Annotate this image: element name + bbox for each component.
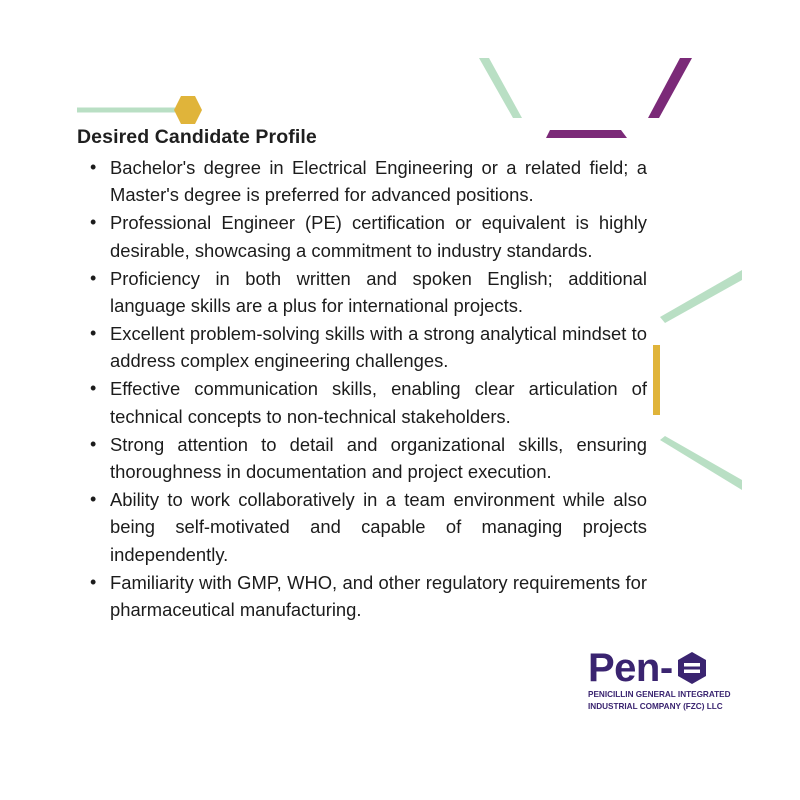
logo-company-name-line1: PENICILLIN GENERAL INTEGRATED [588, 690, 731, 699]
list-item: • Professional Engineer (PE) certification or equivalent is highly desirable, showcasing a commitment to industry standards. [110, 209, 647, 264]
list-item: • Proficiency in both written and spoken English; additional language skills are a plus for international projects. [110, 265, 647, 320]
side-mint-stroke-bottom [660, 436, 742, 490]
logo-wordmark [588, 648, 738, 688]
side-gold-bar [653, 345, 660, 415]
logo-company-name-line2: INDUSTRIAL COMPANY (FZC) LLC [588, 701, 723, 711]
list-item: • Familiarity with GMP, WHO, and other regulatory requirements for pharmaceutical manufacturing. [110, 569, 647, 624]
candidate-profile-list [110, 154, 647, 624]
list-item: • Bachelor's degree in Electrical Engineering or a related field; a Master's degree is preferred for advanced positions. [110, 154, 647, 209]
logo-hexagon-icon [675, 651, 709, 685]
burst-purple-stroke [648, 58, 692, 118]
logo-word-text: Pen- [588, 646, 673, 690]
side-mint-stroke-top [660, 270, 742, 323]
list-item: • Ability to work collaboratively in a team environment while also being self-motivated and capable of managing projects independently. [110, 486, 647, 568]
company-logo [588, 648, 738, 711]
burst-purple-base [546, 130, 627, 138]
list-item: • Strong attention to detail and organizational skills, ensuring thoroughness in documentation and project execution. [110, 431, 647, 486]
list-item: • Excellent problem-solving skills with a strong analytical mindset to address complex engineering challenges. [110, 320, 647, 375]
burst-mint-stroke [479, 58, 522, 118]
list-item: • Effective communication skills, enabling clear articulation of technical concepts to non-technical stakeholders. [110, 375, 647, 430]
section-title: Desired Candidate Profile [77, 126, 317, 148]
heading-accent-hexagon [174, 96, 202, 124]
heading-row [77, 126, 317, 149]
